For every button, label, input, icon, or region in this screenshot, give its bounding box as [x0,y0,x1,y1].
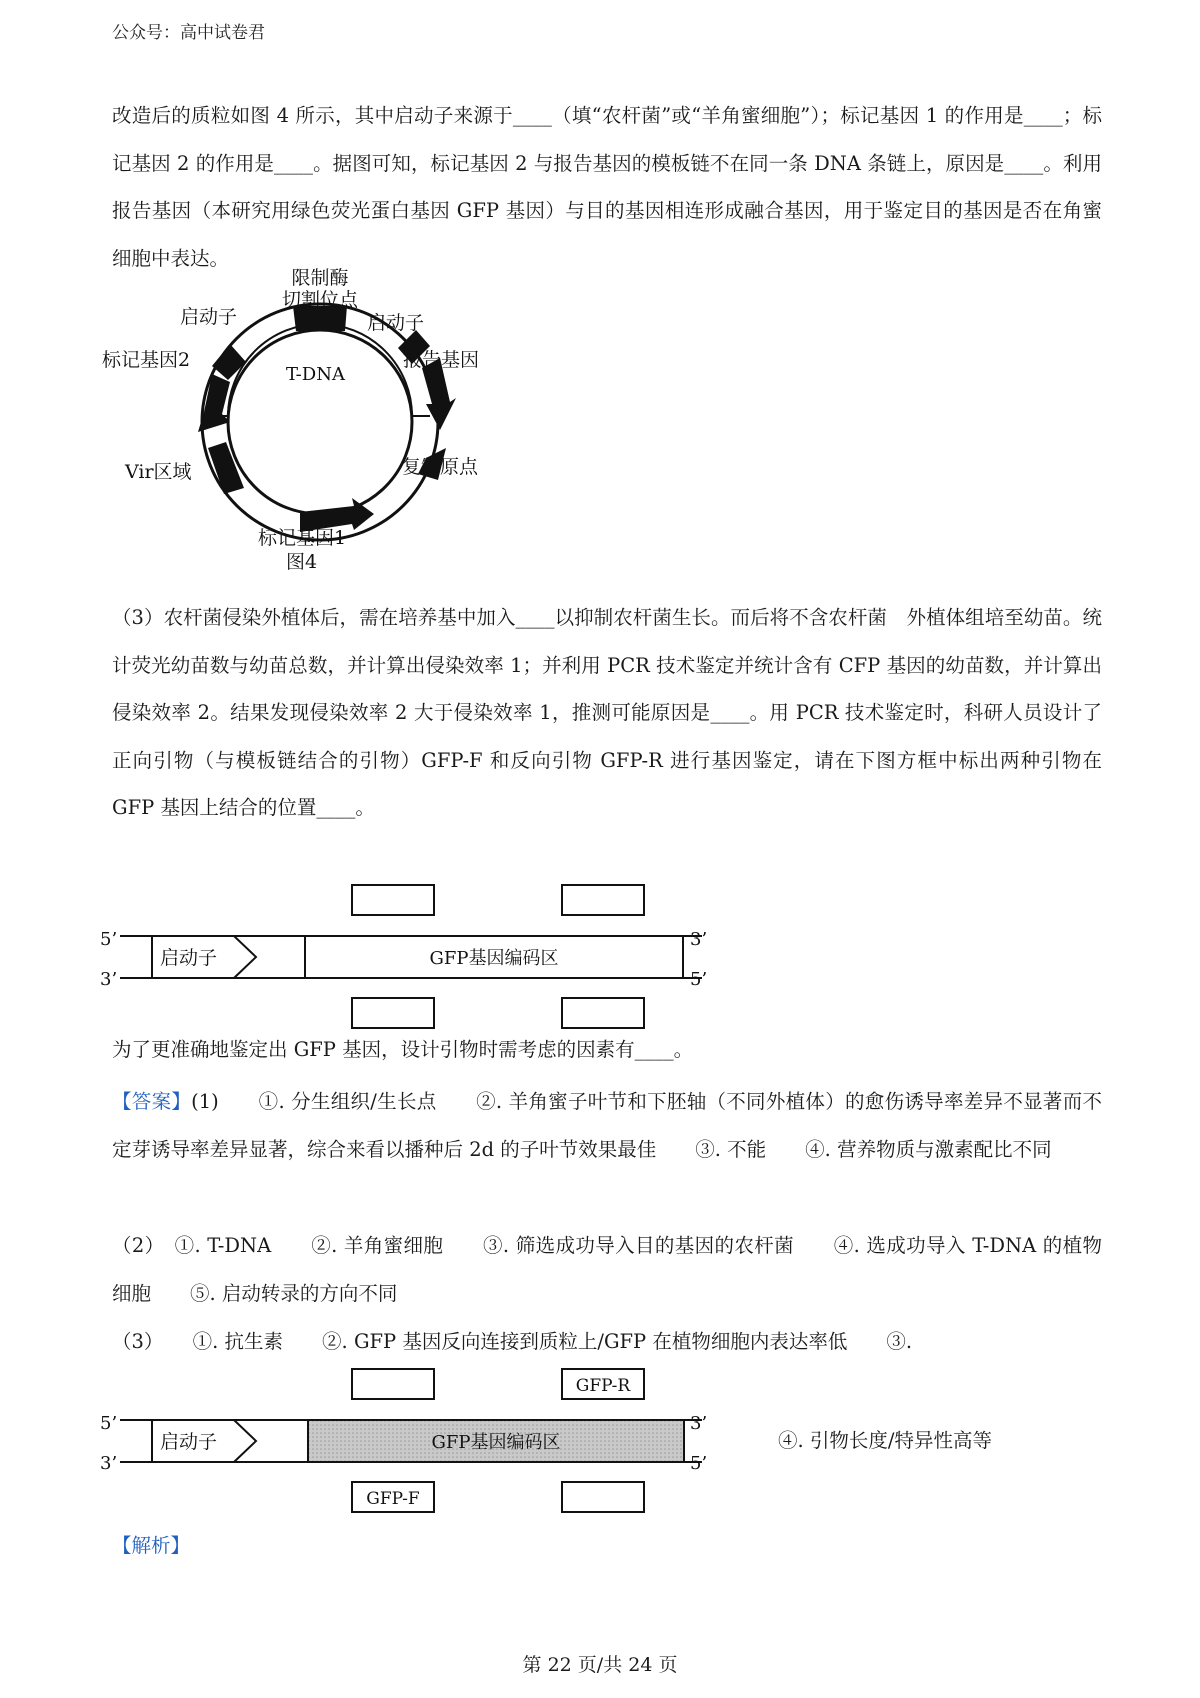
analysis-tag: 【解析】 [112,1534,191,1557]
intro-paragraph: 改造后的质粒如图 4 所示，其中启动子来源于____（填“农杆菌”或“羊角蜜细胞”）；标记基因 1 的作用是____；标记基因 2 的作用是____。据图可知，标记基因 2 与报告基因的模板链不在同一条 DNA 条链上，原因是____。利用报告基因（本研究用绿色荧光蛋白基因 GFP 基因）与目的基因相连形成融合基因，用于鉴定目的基因是否在角蜜细胞中表达。 [112,104,1102,270]
primer-f-label: GFP-F [366,1489,420,1509]
three-prime-bottom: 3’ [100,1453,118,1474]
five-prime-bottom: 5’ [690,969,708,990]
page-header: 公众号：高中试卷君 [112,23,265,43]
page-footer: 第 22 页/共 24 页 [522,1654,678,1676]
three-prime-top: 3’ [690,1413,708,1434]
gfp-gene-diagram [100,880,720,1030]
answer-part-3-item-4: ④. 引物长度/特异性高等 [778,1429,992,1452]
restriction-site-label: 切割位点 [281,289,359,311]
answer-tag: 【答案】 [112,1090,192,1113]
figure-4-plasmid [100,262,540,612]
promoter-label: 启动子 [160,1431,218,1453]
tdna-label: T-DNA [286,364,345,385]
figure-caption: 图4 [286,551,318,573]
answer-part-1-text: (1) ①. 分生组织/生长点 ②. 羊角蜜子叶节和下胚轴（不同外植体）的愈伤诱导率差异不显著而不定芽诱导率差异显著，综合来看以播种后 2d 的子叶节效果最佳 ③. 不能 ④. 营养物质与激素配比不同 [112,1090,1102,1161]
five-prime-top: 5’ [100,1413,118,1434]
promoter-label: 启动子 [160,947,218,969]
primer-r-label: GFP-R [575,1376,631,1396]
reporter-label: 报告基因 [403,349,480,371]
vir-label: Vir区域 [125,461,192,483]
five-prime-top: 5’ [100,929,118,950]
five-prime-bottom: 5’ [690,1453,708,1474]
answer-part-1 [112,1078,1102,1173]
answer-part-2: （2） ①. T-DNA ②. 羊角蜜细胞 ③. 筛选成功导入目的基因的农杆菌 ④. 选成功导入 T-DNA 的植物细胞 ⑤. 启动转录的方向不同 [112,1234,1102,1305]
primer-question: 为了更准确地鉴定出 GFP 基因，设计引物时需考虑的因素有____。 [112,1038,694,1061]
answer-part-3: （3） ①. 抗生素 ②. GFP 基因反向连接到质粒上/GFP 在植物细胞内表达率低 ③. [112,1330,913,1353]
promoter-left-label: 启动子 [180,306,238,328]
ori-label: 复制原点 [402,456,479,478]
question-3-paragraph: （3）农杆菌侵染外植体后，需在培养基中加入____以抑制农杆菌生长。而后将不含农杆菌 外植体组培至幼苗。统计荧光幼苗数与幼苗总数，并计算出侵染效率 1；并利用 PCR 技术鉴定并统计含有 CFP 基因的幼苗数，并计算出侵染效率 2。结果发现侵染效率 2 大于侵染效率 1，推测可能原因是____。用 PCR 技术鉴定时，科研人员设计了正向引物（与模板链结合的引物）GFP-F 和反向引物 GFP-R 进行基因鉴定，请在下图方框中标出两种引物在 GFP 基因上结合的位置____。 [112,606,1102,819]
answer-gfp-gene-diagram [100,1364,720,1514]
promoter-right-label: 启动子 [367,312,425,334]
marker1-label: 标记基因1 [258,527,347,549]
marker2-label: 标记基因2 [102,349,191,371]
coding-region-label: GFP基因编码区 [429,948,559,969]
three-prime-top: 3’ [690,929,708,950]
restriction-site-label: 限制酶 [291,267,349,289]
coding-region-label: GFP基因编码区 [431,1432,561,1453]
three-prime-bottom: 3’ [100,969,118,990]
